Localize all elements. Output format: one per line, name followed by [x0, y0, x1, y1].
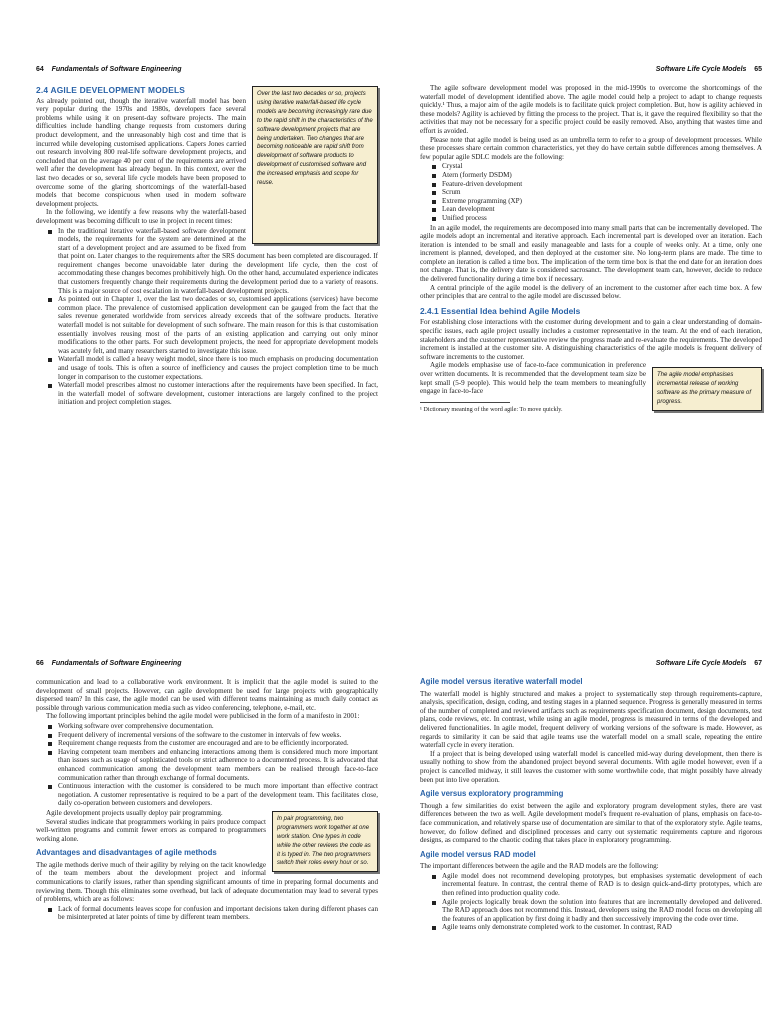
running-title: Fundamentals of Software Engineering: [51, 66, 182, 73]
margin-note: In pair programming, two programmers work together at one work station. One types in code while the other reviews the code as it is typed in. The two programmers switch their roles every hour or so.: [272, 811, 378, 872]
list-item: Unified process: [442, 214, 762, 223]
list-item: Atern (formerly DSDM): [442, 171, 762, 180]
page-number: 67: [754, 660, 762, 667]
paragraph: Several studies indicate that programmers working in pairs produce compact well-written programs and commit fewer errors as compared to programmers working alone.: [36, 817, 266, 843]
list-item: Agile teams only demonstrate completed work to the customer. In contrast, RAD: [442, 923, 762, 932]
list-item: Lean development: [442, 205, 762, 214]
paragraph: communication and lead to a collaborative work environment. It is implicit that the agile model is suited to the development of small projects. However, can agile development be used for large projects with geographically dispersed team? In this case, the agile model can be used with different teams maintaining as much daily contact as possible through various communication media such as video conferencing, telephone, e-mail, etc.: [36, 678, 378, 712]
list-item: Working software over comprehensive documentation.: [58, 722, 378, 731]
list-item: Agile model does not recommend developing prototypes, but emphasises systematic development of each incremental feature. In contrast, the central theme of RAD is to design quick-and-dirty prototypes, which are then refined into production quality code.: [442, 871, 762, 898]
list-item: Scrum: [442, 188, 762, 197]
running-title: Software Life Cycle Models: [655, 66, 747, 73]
list-item: Extreme programming (XP): [442, 197, 762, 206]
page-body: [420, 84, 762, 415]
list-item: Frequent delivery of incremental versions of the software to the customer in intervals of few weeks.: [58, 731, 378, 740]
subsection-title: 2.4.1 Essential Idea behind Agile Models: [420, 305, 581, 316]
paragraph: Agile models emphasise use of face-to-face communication in preference over written documents. It is recommended that the development team size be kept small (5-9 people). This would help the team members to meaningfully engage in face-to-face: [420, 361, 646, 396]
list-item: In the traditional iterative waterfall-based software development models, the requirements for the system are determined at the start of a development project and are assumed to be fixed from that point on. Later changes to the requirements after the SRS document has been completed are discouraged. If requirement changes become unavoidable later during the development life cycle, then the cost of accommodating these changes becomes prohibitively high. On the other hand, accumulated experience indicates that customers frequently change their requirements during the development period due to a variety of reasons. This is a major source of cost escalation in waterfall-based development projects.: [58, 226, 378, 295]
section-title: 2.4 AGILE DEVELOPMENT MODELS: [36, 85, 186, 95]
paragraph: Though a few similarities do exist between the agile and exploratory program development styles, there are vast differences between the two as well. Agile development model's frequent re-evaluation of plans, emphasis on face-to-face communication, and relatively sparse use of documentation are similar to that of the exploratory style. Agile teams, however, do follow defined and disciplined processes and carry out systematic requirements capture and rigorous designs, as compared to the chaotic coding that takes place in exploratory programming.: [420, 801, 762, 845]
paragraph: Please note that agile model is being used as an umbrella term to refer to a group of development processes. While these processes share certain common characteristics, yet they do have certain subtle differences among themselves. A few popular agile SDLC models are the following:: [420, 135, 762, 161]
bullet-list: [36, 905, 378, 922]
bullet-list: [420, 872, 762, 932]
running-title: Software Life Cycle Models: [655, 660, 747, 667]
page-body: [36, 86, 378, 408]
subsection-title: Agile model versus RAD model: [420, 849, 536, 859]
page-header: [656, 660, 762, 674]
page-body: [36, 678, 378, 923]
footnote-rule: [420, 402, 510, 405]
paragraph: If a project that is being developed using waterfall model is cancelled mid-way during development, then there is usually nothing to show from the abandoned project beyond several documents. With agile model however, even if a project is cancelled midway, it still leaves the customer with some worthwhile code, that might possibly have already been put into live operation.: [420, 749, 762, 784]
list-item: Crystal: [442, 162, 762, 171]
paragraph: The agile software development model was proposed in the mid-1990s to overcome the shortcomings of the waterfall model of development identified above. The agile model could help a project to adapt to change requests quickly.¹ Thus, a major aim of the agile models is to facilitate quick project completion. But, how is agility achieved in these models? Agility is achieved by fitting the process to the project. That is, it gave the required flexibility so that the activities that may not be necessary for a specific project could be easily removed. Also, anything that wastes time and effort is avoided.: [420, 84, 762, 135]
list-item: Lack of formal documents leaves scope for confusion and important decisions taken during different phases can be misinterpreted at later points of time by different team members.: [58, 904, 378, 922]
list-item: Feature-driven development: [442, 180, 762, 189]
bullet-list: [420, 162, 762, 222]
page-header: [36, 660, 181, 674]
footnote: ¹ Dictionary meaning of the word agile: To move quickly.: [420, 405, 563, 413]
page-number: 65: [754, 66, 762, 73]
list-item: Waterfall model prescribes almost no customer interactions after the requirements have been specified. In fact, in the waterfall model of software development, customer interactions are largely confined to the project initiation and project completion stages.: [58, 381, 378, 407]
subsection-title: Agile model versus iterative waterfall model: [420, 677, 583, 686]
paragraph: The waterfall model is highly structured and makes a project to systematically step through requirements-capture, analysis, specification, design, coding, and testing stages in a planned sequence. Progress is generally measured in terms of the number of completed and reviewed artifacts such as requirements specification document, design documents, test plans, code reviews, etc. In contrast, while using an agile model, progress is measured in terms of the developed and delivered functionalities. In agile model, frequent delivery of working versions of the software is made. However, as regards to similarity it can be said that agile teams use the waterfall model on a small scale, repeating the entire waterfall cycle in every iteration.: [420, 689, 762, 750]
list-item: As pointed out in Chapter 1, over the last two decades or so, customised applications (services) have become common place. The prevalence of customised application development can be gauged from the fact that the sales revenue generated worldwide from services already exceeds that of the software products. Iterative waterfall model is not suitable for development of such software. The main reason for this is that customisation essentially involves reusing most of the parts of an existing application and carrying out only minor modifications to the other parts. For such development projects, the need for appropriate development models was acutely felt, and many researchers started to investigate this issue.: [58, 295, 378, 355]
page-body: [420, 678, 762, 933]
paragraph: A central principle of the agile model is the delivery of an increment to the customer after each time box. A few other principles that are central to the agile model are discussed below.: [420, 283, 762, 301]
running-title: Fundamentals of Software Engineering: [51, 660, 182, 667]
list-item: Waterfall model is called a heavy weight model, since there is too much emphasis on producing documentation and usage of tools. This is often a source of inefficiency and causes the project completion time to be much longer in comparison to the customer expectations.: [58, 355, 378, 381]
page-header: [656, 66, 762, 80]
paragraph: The important differences between the agile and the RAD models are the following:: [420, 862, 659, 871]
margin-note: Over the last two decades or so, projects using iterative waterfall-based life cycle models are becoming increasingly rare due to the rapid shift in the characteristics of the software development projects that are being undertaken. Two changes that are becoming noticeable are rapid shift from development of software products to development of customised software and the increased emphasis and scope for reuse.: [252, 86, 378, 244]
subsection-title: Agile versus exploratory programming: [420, 789, 564, 799]
bullet-list: [36, 227, 378, 407]
paragraph: In an agile model, the requirements are decomposed into many small parts that can be incrementally developed. The agile models adopt an incremental and iterative approach. Each incremental part is developed over an iteration. Each iteration is intended to be small and easily manageable and lasts for a couple of weeks only. At a time, only one increment is planned, developed, and then deployed at the customer site. No long-term plans are made. The time to complete an iteration is called a time box. The implication of the term time box is that the end date for an iteration does not change. That is, the delivery date is considered sacrosanct. The development team can, however, decide to reduce the delivered functionality during a time box if necessary.: [420, 223, 762, 284]
paragraph: Agile development projects usually deploy pair programming.: [46, 808, 223, 817]
subsection-title: Advantages and disadvantages of agile methods: [36, 848, 217, 858]
list-item: Agile projects logically break down the solution into features that are incrementally developed and delivered. The RAD approach does not recommend this. Instead, developers using the RAD model focus on developing all the features of an application by first doing it badly and then successively improving the code over time.: [442, 897, 762, 923]
page-header: [36, 66, 181, 80]
paragraph: In the following, we identify a few reasons why the waterfall-based development was becoming difficult to use in project in recent times:: [36, 208, 246, 225]
margin-note: The agile model emphasises incremental release of working software as the primary measure of progress.: [652, 367, 762, 411]
page-number: 66: [36, 660, 44, 667]
paragraph: The following important principles behind the agile model were publicised in the form of a manifesto in 2001:: [46, 712, 360, 721]
paragraph: The agile methods derive much of their agility by relying on the tacit knowledge of the team members about the development project and informal communications to clarify issues, rather than spending significant amounts of time in preparing formal documents and reviewing them. Though this eliminates some overhead, but lack of adequate documentation may lead to several types of problems, which are as follows:: [36, 860, 378, 904]
paragraph: As already pointed out, though the iterative waterfall model has been very popular during the 1970s and 1980s, developers face several problems while using it on present-day software projects. The main difficulties include handling change requests from customers during product development, and the unreasonably high cost and time that is incurred while developing customised applications. Capers Jones carried out research involving 800 real-life software development projects, and concluded that on the average 40 per cent of the requirements are arrived well after the development has already begun. In this context, over the last two decades or so, several life cycle models have been proposed to overcome some of the glaring shortcomings of the waterfall-based models that become conspicuous when used in modern software development projects.: [36, 96, 246, 208]
list-item: Continuous interaction with the customer is considered to be much more important than effective contract negotiation. A customer representative is required to be a part of the development team. This facilitates close, daily co-operation between customers and developers.: [58, 782, 378, 808]
bullet-list: [36, 722, 378, 808]
page-number: 64: [36, 66, 44, 73]
paragraph: For establishing close interactions with the customer during development and to gain a clear understanding of domain-specific issues, each agile project usually includes a customer representative in the team. At the end of each iteration, stakeholders and the customer representative review the progress made and re-evaluate the requirements. The developed increment is installed at the customer site. A distinguishing characteristics of the agile models is frequent delivery of software increments to the customer.: [420, 318, 762, 361]
list-item: Requirement change requests from the customer are encouraged and are to be efficiently incorporated.: [58, 739, 378, 748]
list-item: Having competent team members and enhancing interactions among them is considered much more important than issues such as usage of sophisticated tools or strict adherence to a documented process. It is advocated that enhanced communication among the development team members can be realised through face-to-face communication rather than through exchange of formal documents.: [58, 747, 378, 782]
